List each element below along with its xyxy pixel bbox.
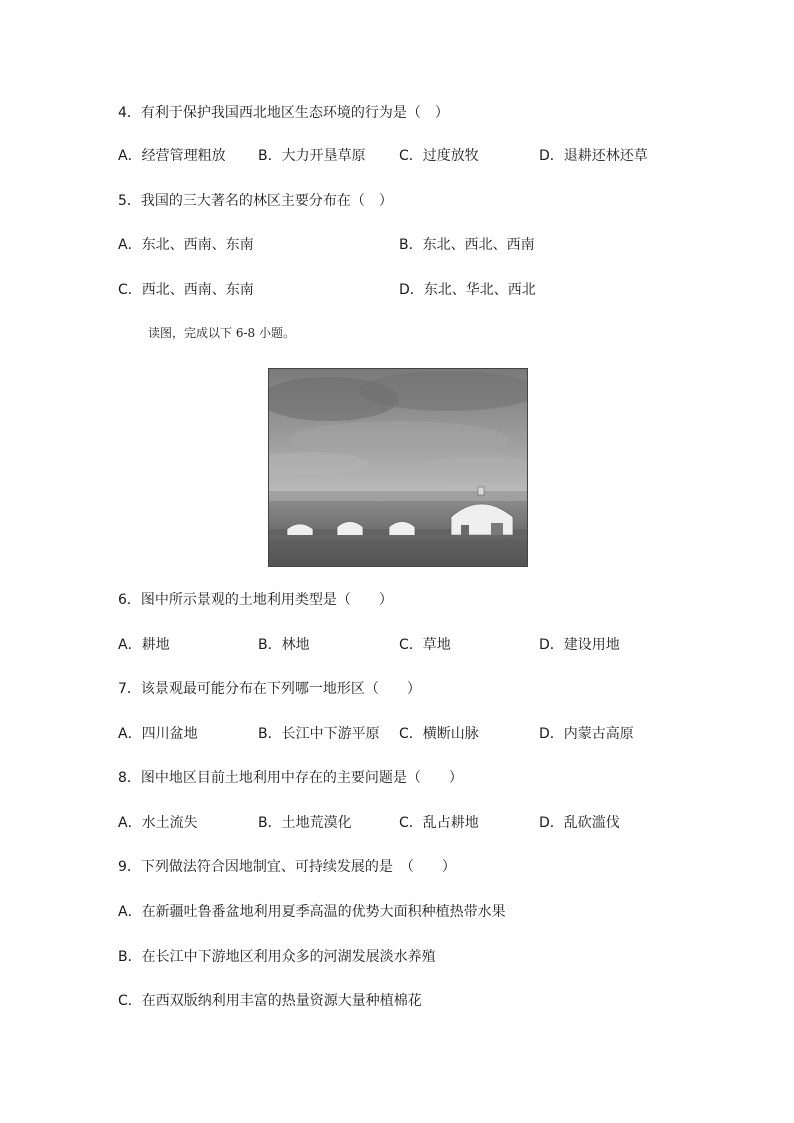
question-4-option-c: C．过度放牧 [399, 148, 479, 164]
question-4-stem: 4．有利于保护我国西北地区生态环境的行为是（ ） [118, 105, 449, 121]
question-6-option-c: C．草地 [399, 637, 451, 653]
question-5-stem: 5．我国的三大著名的林区主要分布在（ ） [118, 193, 393, 209]
question-8-option-d: D．乱砍滥伐 [539, 815, 620, 831]
question-7-stem: 7．该景观最可能分布在下列哪一地形区（ ） [118, 681, 421, 697]
question-8-stem: 8．图中地区目前土地利用中存在的主要问题是（ ） [118, 770, 463, 786]
question-6-option-a: A．耕地 [118, 637, 170, 653]
yurt-landscape-image [269, 369, 527, 566]
reading-instruction: 读图，完成以下 6-8 小题。 [148, 326, 295, 340]
question-5-option-d: D．东北、华北、西北 [399, 282, 536, 298]
question-6-stem: 6．图中所示景观的土地利用类型是（ ） [118, 592, 393, 608]
question-6-option-d: D．建设用地 [539, 637, 620, 653]
question-4-option-d: D．退耕还林还草 [539, 148, 648, 164]
question-9-option-c: C．在西双版纳利用丰富的热量资源大量种植棉花 [118, 993, 422, 1009]
question-8-option-b: B．土地荒漠化 [258, 815, 352, 831]
question-5-option-c: C．西北、西南、东南 [118, 282, 254, 298]
question-9-option-b: B．在长江中下游地区利用众多的河湖发展淡水养殖 [118, 949, 436, 965]
question-7-option-c: C．横断山脉 [399, 726, 479, 742]
question-7-option-a: A．四川盆地 [118, 726, 198, 742]
question-4-option-b: B．大力开垦草原 [258, 148, 366, 164]
grassland-yurt-photo [268, 368, 528, 567]
question-9-stem: 9．下列做法符合因地制宜、可持续发展的是 （ ） [118, 859, 456, 875]
question-8-option-c: C．乱占耕地 [399, 815, 479, 831]
question-9-option-a: A．在新疆吐鲁番盆地利用夏季高温的优势大面积种植热带水果 [118, 904, 506, 920]
question-7-option-b: B．长江中下游平原 [258, 726, 380, 742]
question-8-option-a: A．水土流失 [118, 815, 198, 831]
question-5-option-a: A．东北、西南、东南 [118, 237, 254, 253]
question-4-option-a: A．经营管理粗放 [118, 148, 226, 164]
question-7-option-d: D．内蒙古高原 [539, 726, 634, 742]
question-5-option-b: B．东北、西北、西南 [399, 237, 535, 253]
question-6-option-b: B．林地 [258, 637, 310, 653]
